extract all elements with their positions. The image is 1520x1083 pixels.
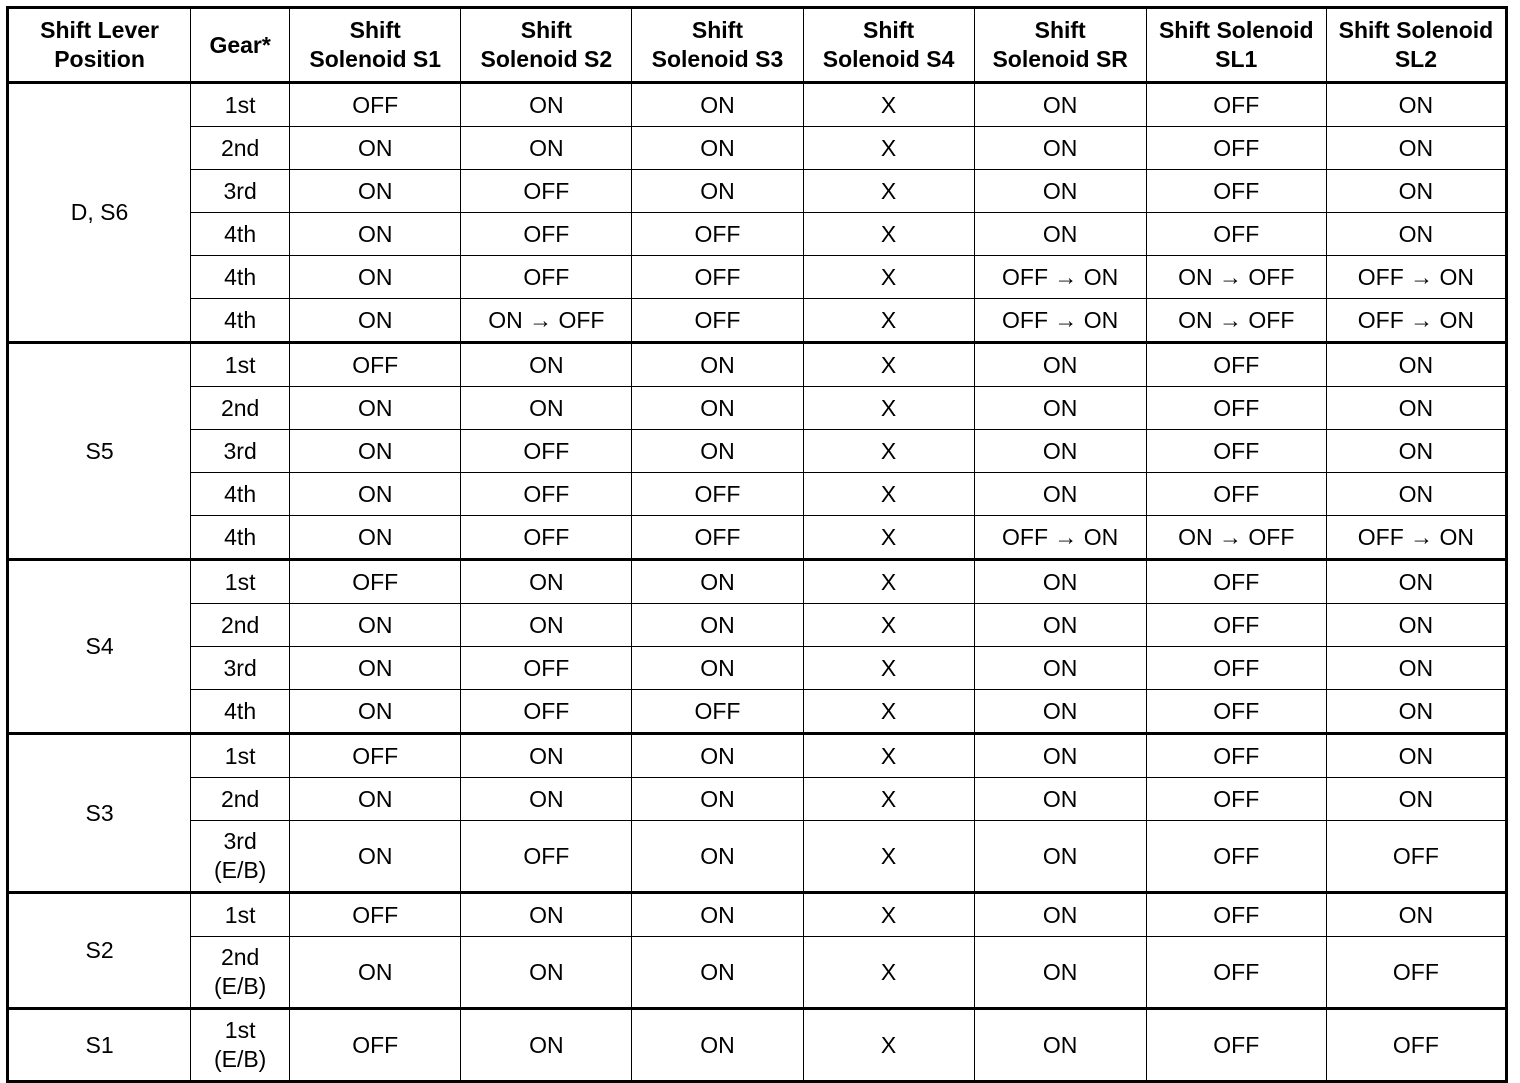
- solenoid-sr-cell: ON: [974, 127, 1146, 170]
- table-row: [8, 83, 1507, 127]
- header-gear: Gear*: [191, 8, 290, 83]
- solenoid-s3-cell: OFF: [632, 256, 803, 299]
- solenoid-sr-cell: ON: [974, 387, 1146, 430]
- table-row: [8, 821, 1507, 893]
- shift-position-group: [8, 343, 1507, 560]
- gear-cell: 4th: [191, 213, 290, 256]
- solenoid-s1-cell: OFF: [290, 893, 461, 937]
- gear-cell: 1st: [191, 83, 290, 127]
- solenoid-s1-cell: OFF: [290, 343, 461, 387]
- shift-position-group: [8, 83, 1507, 343]
- solenoid-s4-cell: X: [803, 387, 974, 430]
- solenoid-s1-cell: ON: [290, 170, 461, 213]
- gear-cell: 3rd: [191, 647, 290, 690]
- solenoid-sr-cell: ON: [974, 734, 1146, 778]
- shift-lever-position-cell: S5: [8, 343, 191, 560]
- solenoid-operation-table: [6, 6, 1508, 1083]
- solenoid-s3-cell: ON: [632, 821, 803, 893]
- table-row: [8, 213, 1507, 256]
- solenoid-s4-cell: X: [803, 937, 974, 1009]
- solenoid-s3-cell: ON: [632, 560, 803, 604]
- solenoid-s3-cell: ON: [632, 893, 803, 937]
- solenoid-s4-cell: X: [803, 778, 974, 821]
- solenoid-s2-cell: ON: [461, 127, 632, 170]
- solenoid-s2-cell: ON: [461, 734, 632, 778]
- table-row: [8, 1009, 1507, 1082]
- solenoid-s2-cell: OFF: [461, 690, 632, 734]
- solenoid-sl2-cell: ON: [1326, 430, 1506, 473]
- gear-cell: 1st: [191, 343, 290, 387]
- gear-cell: 2nd (E/B): [191, 937, 290, 1009]
- gear-cell: 1st: [191, 893, 290, 937]
- solenoid-sr-cell: ON: [974, 604, 1146, 647]
- solenoid-sl2-cell: ON: [1326, 127, 1506, 170]
- solenoid-sl1-cell: OFF: [1146, 893, 1326, 937]
- solenoid-s1-cell: ON: [290, 690, 461, 734]
- solenoid-s1-cell: ON: [290, 821, 461, 893]
- solenoid-sl2-cell: OFF: [1326, 937, 1506, 1009]
- solenoid-sl1-cell: OFF: [1146, 604, 1326, 647]
- gear-cell: 4th: [191, 299, 290, 343]
- solenoid-s2-cell: ON: [461, 604, 632, 647]
- solenoid-sl1-cell: OFF: [1146, 170, 1326, 213]
- solenoid-sr-cell: ON: [974, 83, 1146, 127]
- table-row: [8, 127, 1507, 170]
- solenoid-sl1-cell: OFF: [1146, 560, 1326, 604]
- solenoid-s2-cell: ON → OFF: [461, 299, 632, 343]
- header-solenoid-sl2: Shift Solenoid SL2: [1326, 8, 1506, 83]
- solenoid-s3-cell: OFF: [632, 516, 803, 560]
- header-solenoid-s1: Shift Solenoid S1: [290, 8, 461, 83]
- solenoid-sl2-cell: OFF: [1326, 821, 1506, 893]
- solenoid-sr-cell: ON: [974, 170, 1146, 213]
- solenoid-s2-cell: OFF: [461, 473, 632, 516]
- solenoid-s4-cell: X: [803, 213, 974, 256]
- table-row: [8, 473, 1507, 516]
- gear-cell: 1st (E/B): [191, 1009, 290, 1082]
- header-shift-lever-position: Shift Lever Position: [8, 8, 191, 83]
- solenoid-sl1-cell: OFF: [1146, 821, 1326, 893]
- solenoid-sl2-cell: ON: [1326, 343, 1506, 387]
- solenoid-s3-cell: OFF: [632, 473, 803, 516]
- solenoid-sl1-cell: OFF: [1146, 430, 1326, 473]
- solenoid-sr-cell: ON: [974, 821, 1146, 893]
- solenoid-s1-cell: ON: [290, 778, 461, 821]
- solenoid-sl2-cell: ON: [1326, 170, 1506, 213]
- gear-cell: 2nd: [191, 387, 290, 430]
- solenoid-s1-cell: OFF: [290, 1009, 461, 1082]
- table-row: [8, 430, 1507, 473]
- shift-position-group: [8, 734, 1507, 893]
- solenoid-s4-cell: X: [803, 560, 974, 604]
- table-row: [8, 647, 1507, 690]
- table-row: [8, 893, 1507, 937]
- header-solenoid-sl1: Shift Solenoid SL1: [1146, 8, 1326, 83]
- solenoid-s2-cell: ON: [461, 778, 632, 821]
- solenoid-s3-cell: ON: [632, 430, 803, 473]
- solenoid-sl2-cell: ON: [1326, 690, 1506, 734]
- gear-cell: 1st: [191, 734, 290, 778]
- table-row: [8, 690, 1507, 734]
- shift-position-group: [8, 1009, 1507, 1082]
- shift-lever-position-cell: S2: [8, 893, 191, 1009]
- header-solenoid-s2: Shift Solenoid S2: [461, 8, 632, 83]
- solenoid-s3-cell: ON: [632, 937, 803, 1009]
- solenoid-s3-cell: ON: [632, 604, 803, 647]
- solenoid-s2-cell: OFF: [461, 256, 632, 299]
- solenoid-s4-cell: X: [803, 473, 974, 516]
- solenoid-s4-cell: X: [803, 343, 974, 387]
- gear-cell: 2nd: [191, 127, 290, 170]
- solenoid-s1-cell: ON: [290, 937, 461, 1009]
- solenoid-sl1-cell: OFF: [1146, 83, 1326, 127]
- solenoid-s1-cell: OFF: [290, 83, 461, 127]
- solenoid-sr-cell: ON: [974, 778, 1146, 821]
- table-row: [8, 560, 1507, 604]
- solenoid-s1-cell: ON: [290, 127, 461, 170]
- solenoid-sl1-cell: OFF: [1146, 473, 1326, 516]
- solenoid-sl1-cell: OFF: [1146, 213, 1326, 256]
- solenoid-s3-cell: OFF: [632, 213, 803, 256]
- solenoid-s4-cell: X: [803, 430, 974, 473]
- solenoid-s1-cell: ON: [290, 387, 461, 430]
- solenoid-s4-cell: X: [803, 299, 974, 343]
- solenoid-sr-cell: ON: [974, 647, 1146, 690]
- header-row: [8, 8, 1507, 83]
- solenoid-sl1-cell: OFF: [1146, 1009, 1326, 1082]
- solenoid-s2-cell: ON: [461, 937, 632, 1009]
- solenoid-s4-cell: X: [803, 256, 974, 299]
- solenoid-sl2-cell: ON: [1326, 473, 1506, 516]
- solenoid-s3-cell: ON: [632, 647, 803, 690]
- solenoid-sl1-cell: OFF: [1146, 937, 1326, 1009]
- gear-cell: 4th: [191, 256, 290, 299]
- solenoid-s3-cell: ON: [632, 734, 803, 778]
- solenoid-sl2-cell: OFF: [1326, 1009, 1506, 1082]
- header-solenoid-s4: Shift Solenoid S4: [803, 8, 974, 83]
- solenoid-sl2-cell: OFF → ON: [1326, 256, 1506, 299]
- gear-cell: 4th: [191, 516, 290, 560]
- solenoid-sr-cell: ON: [974, 473, 1146, 516]
- solenoid-s3-cell: ON: [632, 343, 803, 387]
- solenoid-s2-cell: OFF: [461, 821, 632, 893]
- table-row: [8, 343, 1507, 387]
- solenoid-s3-cell: OFF: [632, 299, 803, 343]
- solenoid-s4-cell: X: [803, 83, 974, 127]
- table-row: [8, 256, 1507, 299]
- solenoid-sl1-cell: ON → OFF: [1146, 516, 1326, 560]
- solenoid-s2-cell: OFF: [461, 170, 632, 213]
- solenoid-s2-cell: OFF: [461, 213, 632, 256]
- solenoid-s3-cell: ON: [632, 778, 803, 821]
- solenoid-s4-cell: X: [803, 127, 974, 170]
- solenoid-s4-cell: X: [803, 604, 974, 647]
- solenoid-s3-cell: ON: [632, 83, 803, 127]
- table-row: [8, 604, 1507, 647]
- solenoid-sr-cell: ON: [974, 213, 1146, 256]
- gear-cell: 2nd: [191, 604, 290, 647]
- solenoid-sl2-cell: ON: [1326, 387, 1506, 430]
- solenoid-sl2-cell: ON: [1326, 83, 1506, 127]
- solenoid-sr-cell: ON: [974, 430, 1146, 473]
- solenoid-sl2-cell: ON: [1326, 213, 1506, 256]
- solenoid-s1-cell: OFF: [290, 734, 461, 778]
- solenoid-sl2-cell: ON: [1326, 560, 1506, 604]
- solenoid-sl2-cell: ON: [1326, 647, 1506, 690]
- table-header: [8, 8, 1507, 83]
- solenoid-s4-cell: X: [803, 516, 974, 560]
- gear-cell: 2nd: [191, 778, 290, 821]
- solenoid-s4-cell: X: [803, 734, 974, 778]
- gear-cell: 1st: [191, 560, 290, 604]
- solenoid-sl2-cell: ON: [1326, 778, 1506, 821]
- solenoid-sl2-cell: ON: [1326, 734, 1506, 778]
- solenoid-s2-cell: ON: [461, 387, 632, 430]
- solenoid-sr-cell: ON: [974, 343, 1146, 387]
- shift-lever-position-cell: S4: [8, 560, 191, 734]
- solenoid-s4-cell: X: [803, 170, 974, 213]
- solenoid-s3-cell: ON: [632, 127, 803, 170]
- solenoid-s4-cell: X: [803, 1009, 974, 1082]
- shift-lever-position-cell: S3: [8, 734, 191, 893]
- solenoid-s4-cell: X: [803, 893, 974, 937]
- shift-lever-position-cell: D, S6: [8, 83, 191, 343]
- solenoid-s1-cell: ON: [290, 647, 461, 690]
- solenoid-s3-cell: ON: [632, 1009, 803, 1082]
- solenoid-sr-cell: ON: [974, 937, 1146, 1009]
- solenoid-sl2-cell: OFF → ON: [1326, 299, 1506, 343]
- solenoid-s4-cell: X: [803, 647, 974, 690]
- solenoid-s1-cell: ON: [290, 604, 461, 647]
- solenoid-sr-cell: ON: [974, 560, 1146, 604]
- table-row: [8, 937, 1507, 1009]
- header-solenoid-sr: Shift Solenoid SR: [974, 8, 1146, 83]
- solenoid-s1-cell: ON: [290, 256, 461, 299]
- solenoid-sl1-cell: OFF: [1146, 734, 1326, 778]
- solenoid-sr-cell: OFF → ON: [974, 516, 1146, 560]
- table-row: [8, 778, 1507, 821]
- solenoid-sl1-cell: OFF: [1146, 343, 1326, 387]
- solenoid-s2-cell: OFF: [461, 516, 632, 560]
- solenoid-sr-cell: ON: [974, 893, 1146, 937]
- shift-lever-position-cell: S1: [8, 1009, 191, 1082]
- gear-cell: 4th: [191, 473, 290, 516]
- solenoid-s4-cell: X: [803, 690, 974, 734]
- solenoid-sl2-cell: ON: [1326, 604, 1506, 647]
- solenoid-sr-cell: ON: [974, 1009, 1146, 1082]
- solenoid-sl1-cell: ON → OFF: [1146, 299, 1326, 343]
- solenoid-sr-cell: OFF → ON: [974, 299, 1146, 343]
- solenoid-sr-cell: ON: [974, 690, 1146, 734]
- solenoid-sl1-cell: OFF: [1146, 387, 1326, 430]
- solenoid-s1-cell: ON: [290, 299, 461, 343]
- solenoid-s4-cell: X: [803, 821, 974, 893]
- solenoid-s1-cell: ON: [290, 213, 461, 256]
- table-row: [8, 299, 1507, 343]
- solenoid-sl1-cell: OFF: [1146, 690, 1326, 734]
- solenoid-sl1-cell: OFF: [1146, 778, 1326, 821]
- solenoid-s1-cell: ON: [290, 430, 461, 473]
- solenoid-s2-cell: OFF: [461, 430, 632, 473]
- solenoid-s3-cell: ON: [632, 170, 803, 213]
- solenoid-s2-cell: ON: [461, 1009, 632, 1082]
- solenoid-s2-cell: ON: [461, 83, 632, 127]
- solenoid-sr-cell: OFF → ON: [974, 256, 1146, 299]
- table-row: [8, 170, 1507, 213]
- solenoid-s2-cell: ON: [461, 560, 632, 604]
- solenoid-s3-cell: ON: [632, 387, 803, 430]
- shift-position-group: [8, 560, 1507, 734]
- table-row: [8, 734, 1507, 778]
- solenoid-s2-cell: ON: [461, 893, 632, 937]
- gear-cell: 3rd: [191, 430, 290, 473]
- gear-cell: 4th: [191, 690, 290, 734]
- solenoid-sl1-cell: ON → OFF: [1146, 256, 1326, 299]
- solenoid-s2-cell: ON: [461, 343, 632, 387]
- solenoid-s1-cell: OFF: [290, 560, 461, 604]
- header-solenoid-s3: Shift Solenoid S3: [632, 8, 803, 83]
- solenoid-s2-cell: OFF: [461, 647, 632, 690]
- solenoid-s1-cell: ON: [290, 516, 461, 560]
- solenoid-sl2-cell: OFF → ON: [1326, 516, 1506, 560]
- shift-position-group: [8, 893, 1507, 1009]
- solenoid-sl2-cell: ON: [1326, 893, 1506, 937]
- gear-cell: 3rd: [191, 170, 290, 213]
- gear-cell: 3rd (E/B): [191, 821, 290, 893]
- solenoid-s3-cell: OFF: [632, 690, 803, 734]
- table-row: [8, 387, 1507, 430]
- table-row: [8, 516, 1507, 560]
- solenoid-sl1-cell: OFF: [1146, 647, 1326, 690]
- solenoid-sl1-cell: OFF: [1146, 127, 1326, 170]
- solenoid-s1-cell: ON: [290, 473, 461, 516]
